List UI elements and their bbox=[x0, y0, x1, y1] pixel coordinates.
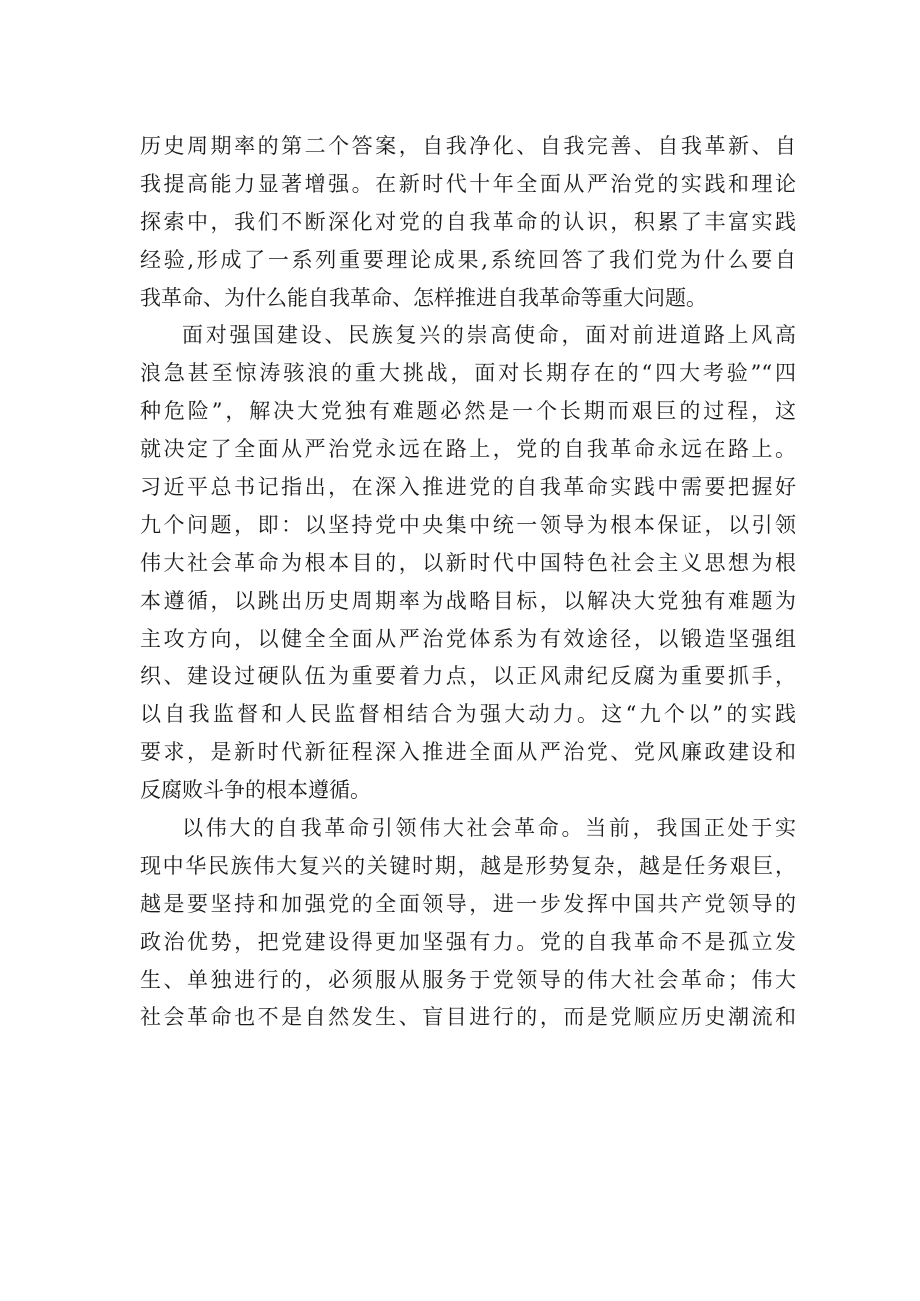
text-line: 面对强国建设、民族复兴的崇高使命，面对前进道路上风高 bbox=[182, 323, 796, 348]
paragraph-1 bbox=[140, 128, 796, 317]
paragraph-2 bbox=[140, 317, 796, 810]
text-line: 浪急甚至惊涛骇浪的重大挑战，面对长期存在的“四大考验”“四 bbox=[140, 361, 796, 386]
body-text bbox=[140, 128, 796, 1037]
paragraph-3 bbox=[140, 810, 796, 1037]
text-line: 主攻方向，以健全全面从严治党体系为有效途径，以锻造坚强组 bbox=[140, 626, 796, 651]
text-line: 历史周期率的第二个答案，自我净化、自我完善、自我革新、自 bbox=[140, 134, 796, 158]
text-line: 以伟大的自我革命引领伟大社会革命。当前，我国正处于实 bbox=[182, 816, 796, 841]
text-line: 要求，是新时代新征程深入推进全面从严治党、党风廉政建设和 bbox=[140, 740, 796, 765]
text-line: 织、建设过硬队伍为重要着力点，以正风肃纪反腐为重要抓手， bbox=[140, 664, 796, 689]
text-line: 本遵循，以跳出历史周期率为战略目标，以解决大党独有难题为 bbox=[140, 588, 796, 613]
text-line: 探索中，我们不断深化对党的自我革命的认识，积累了丰富实践 bbox=[140, 209, 796, 234]
text-line: 反腐败斗争的根本遵循。 bbox=[140, 778, 371, 803]
text-line: 现中华民族伟大复兴的关键时期，越是形势复杂，越是任务艰巨， bbox=[140, 853, 796, 878]
text-line: 就决定了全面从严治党永远在路上，党的自我革命永远在路上。 bbox=[140, 437, 796, 462]
text-line: 我革命、为什么能自我革命、怎样推进自我革命等重大问题。 bbox=[140, 285, 707, 310]
text-line: 伟大社会革命为根本目的，以新时代中国特色社会主义思想为根 bbox=[140, 550, 796, 575]
text-line: 习近平总书记指出，在深入推进党的自我革命实践中需要把握好 bbox=[140, 475, 796, 500]
text-line: 种危险”，解决大党独有难题必然是一个长期而艰巨的过程，这 bbox=[140, 399, 796, 424]
text-line: 以自我监督和人民监督相结合为强大动力。这“九个以”的实践 bbox=[140, 702, 796, 727]
text-line: 九个问题，即：以坚持党中央集中统一领导为根本保证，以引领 bbox=[140, 512, 796, 537]
text-line: 越是要坚持和加强党的全面领导，进一步发挥中国共产党领导的 bbox=[140, 891, 796, 916]
text-line: 生、单独进行的，必须服从服务于党领导的伟大社会革命；伟大 bbox=[140, 967, 796, 992]
text-line: 我提高能力显著增强。在新时代十年全面从严治党的实践和理论 bbox=[140, 171, 796, 196]
text-line: 社会革命也不是自然发生、盲目进行的，而是党顺应历史潮流和 bbox=[140, 1005, 796, 1030]
text-line: 政治优势，把党建设得更加坚强有力。党的自我革命不是孤立发 bbox=[140, 929, 796, 954]
text-line: 经验,形成了一系列重要理论成果,系统回答了我们党为什么要自 bbox=[140, 247, 796, 272]
